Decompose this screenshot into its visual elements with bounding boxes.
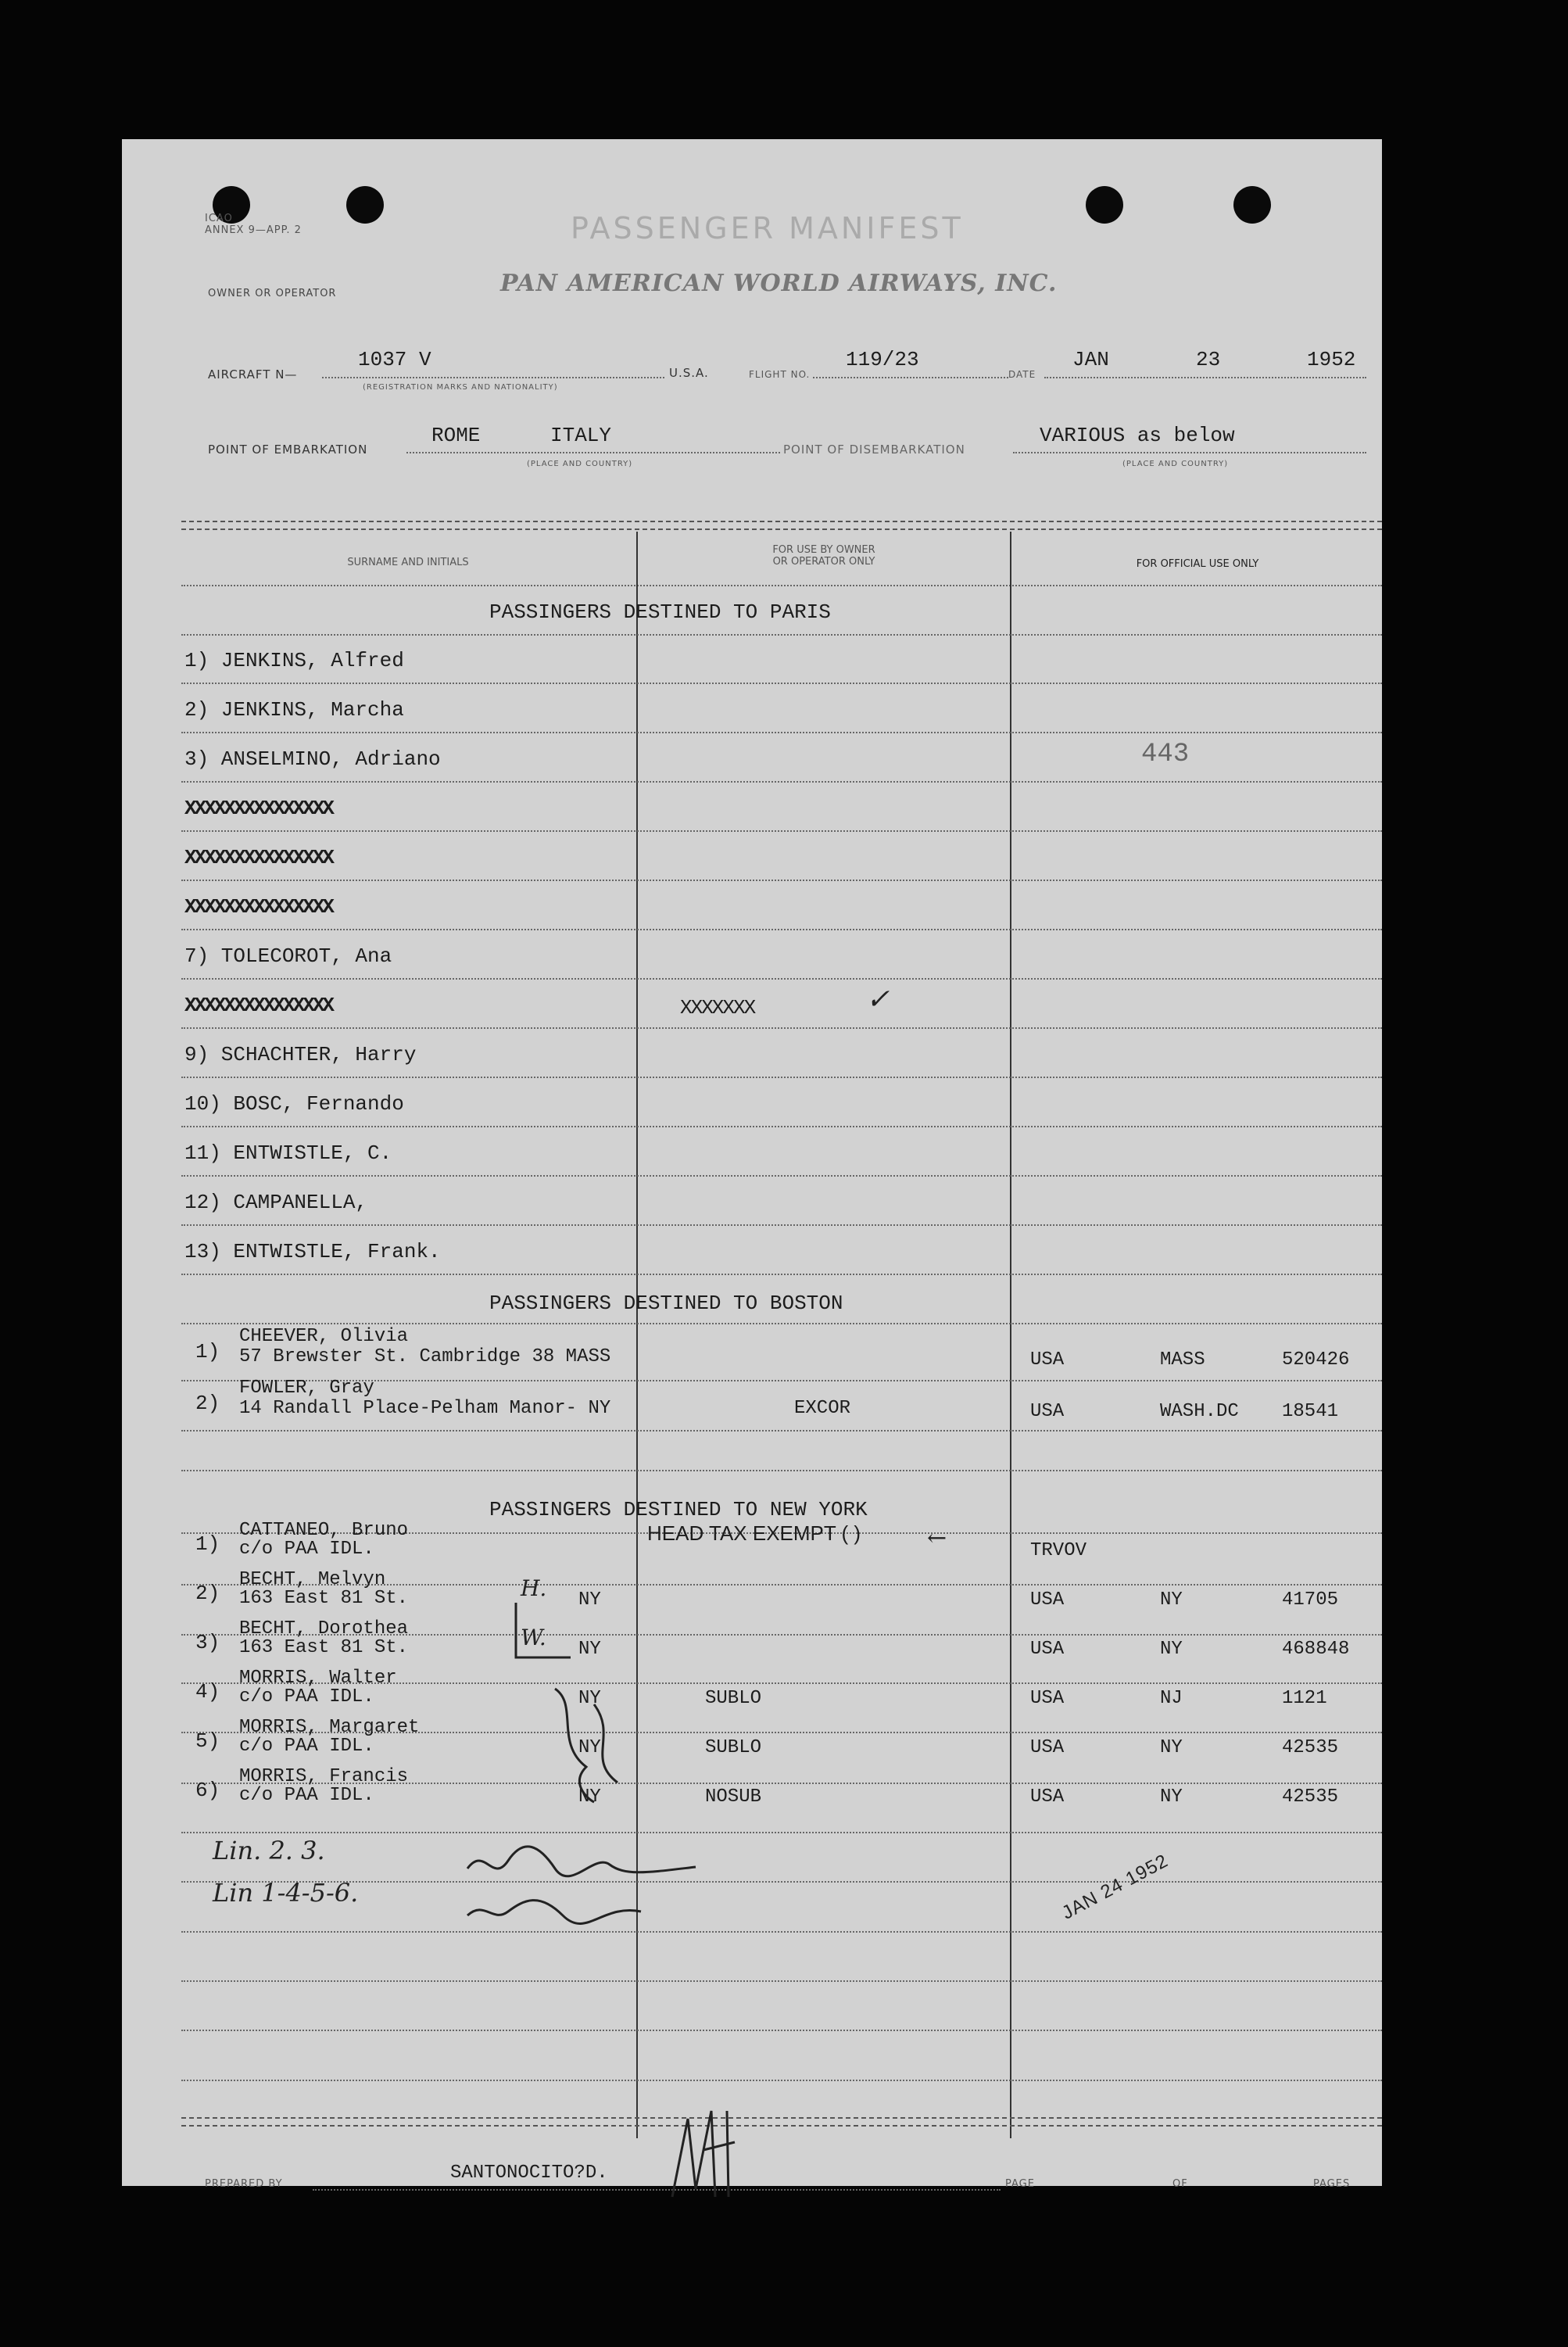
passenger-address: c/o PAA IDL. [239, 1736, 374, 1757]
passenger-number: 6) [195, 1779, 220, 1802]
nationality: USA [1030, 1737, 1065, 1758]
handwritten-mark: W. [521, 1625, 546, 1650]
col-header-owner-use: FOR USE BY OWNER OR OPERATOR ONLY [772, 544, 875, 568]
date-day: 23 [1196, 348, 1221, 371]
state: NY [1160, 1786, 1183, 1808]
state: NJ [1160, 1688, 1183, 1709]
document-number: 468848 [1282, 1639, 1350, 1660]
passenger-number: 2) [195, 1582, 220, 1605]
passenger-number: 1) [195, 1532, 220, 1556]
passenger-name: MORRIS, Walter [239, 1668, 397, 1689]
nationality: USA [1030, 1589, 1065, 1611]
owner-note: NOSUB [705, 1786, 762, 1808]
date-label: DATE [1008, 369, 1036, 380]
passenger-address: 57 Brewster St. Cambridge 38 MASS [239, 1346, 611, 1367]
table-bottom-rule [181, 2117, 1382, 2127]
table-top-rule [181, 521, 1382, 530]
prepared-label: PREPARED BY [205, 2178, 283, 2190]
state: NY [1160, 1737, 1183, 1758]
punch-hole [1086, 186, 1123, 224]
ruled-line [181, 683, 1382, 684]
handwritten-signature [461, 1837, 727, 1931]
ruled-line [181, 1224, 1382, 1226]
passenger-address: c/o PAA IDL. [239, 1539, 374, 1560]
passenger-address: 163 East 81 St. [239, 1588, 409, 1609]
ruled-line [181, 1126, 1382, 1127]
passenger-name: XXXXXXXXXXXXXXX [184, 895, 333, 919]
check-mark: ✓ [866, 984, 890, 1016]
document-number: 42535 [1282, 1737, 1339, 1758]
aircraft-label: AIRCRAFT N— [208, 367, 298, 382]
ruled-line [181, 880, 1382, 881]
passenger-name: BECHT, Melvyn [239, 1569, 386, 1590]
passenger-name: 7) TOLECOROT, Ana [184, 944, 392, 968]
state: NY [1160, 1639, 1183, 1660]
passenger-name: 13) ENTWISTLE, Frank. [184, 1240, 441, 1263]
owner-state: NY [578, 1737, 601, 1758]
document-number: 41705 [1282, 1589, 1339, 1611]
nationality: USA [1030, 1349, 1065, 1371]
owner-note: EXCOR [794, 1398, 851, 1419]
ruled-line [181, 1430, 1382, 1431]
ruled-line [181, 1323, 1382, 1324]
owner-note: SUBLO [705, 1688, 762, 1709]
embarkation-line [406, 452, 780, 453]
passenger-name: MORRIS, Margaret [239, 1717, 420, 1738]
ruled-line [181, 929, 1382, 930]
pages-label: PAGES [1313, 2178, 1351, 2190]
prepared-value: SANTONOCITO?D. [450, 2162, 608, 2184]
column-divider [1010, 532, 1011, 2138]
nationality: USA [1030, 1401, 1065, 1422]
col-header-official: FOR OFFICIAL USE ONLY [1136, 558, 1259, 570]
date-month: JAN [1072, 348, 1109, 371]
date-line [1044, 377, 1366, 378]
document-number: 18541 [1282, 1401, 1339, 1422]
passenger-name: CATTANEO, Bruno [239, 1520, 409, 1541]
nationality: USA [1030, 1639, 1065, 1660]
owner-note: SUBLO [705, 1737, 762, 1758]
place-caption: (PLACE AND COUNTRY) [1122, 460, 1229, 468]
flight-line [813, 377, 1008, 378]
owner-state: NY [578, 1786, 601, 1808]
passenger-number: 4) [195, 1680, 220, 1704]
passenger-name: MORRIS, Francis [239, 1766, 409, 1787]
ruled-line [181, 1175, 1382, 1177]
passenger-address: c/o PAA IDL. [239, 1686, 374, 1707]
of-label: OF [1172, 2178, 1188, 2190]
passenger-name: 2) JENKINS, Marcha [184, 698, 404, 722]
ruled-line [181, 1832, 1382, 1833]
punch-hole [1233, 186, 1271, 224]
aircraft-value: 1037 V [358, 348, 431, 371]
ruled-line [181, 1077, 1382, 1078]
ruled-line [181, 634, 1382, 636]
passenger-number: 1) [195, 1340, 220, 1363]
state: NY [1160, 1589, 1183, 1611]
handwritten-mark: H. [521, 1575, 547, 1601]
passenger-name: CHEEVER, Olivia [239, 1326, 409, 1347]
ruled-line [181, 1274, 1382, 1275]
disembarkation-label: POINT OF DISEMBARKATION [783, 443, 965, 457]
ruled-line [181, 1881, 1382, 1883]
ruled-line [181, 830, 1382, 832]
document-number: 1121 [1282, 1688, 1327, 1709]
ruled-line [181, 2080, 1382, 2081]
embarkation-label: POINT OF EMBARKATION [208, 443, 368, 457]
document-number: 520426 [1282, 1349, 1350, 1371]
passenger-name: 11) ENTWISTLE, C. [184, 1141, 392, 1165]
ruled-line [181, 2030, 1382, 2031]
company-name: PAN AMERICAN WORLD AIRWAYS, INC. [500, 270, 1058, 297]
head-tax-note: HEAD TAX EXEMPT ( ) [647, 1521, 861, 1545]
nationality: USA [1030, 1786, 1065, 1808]
passenger-address: c/o PAA IDL. [239, 1785, 374, 1806]
section-boston: PASSINGERS DESTINED TO BOSTON [489, 1292, 843, 1315]
official-number: 443 [1141, 740, 1190, 769]
aircraft-line [322, 377, 664, 378]
flight-value: 119/23 [846, 348, 919, 371]
ruled-line [181, 1980, 1382, 1982]
handwritten-note-1: Lin. 2. 3. [213, 1836, 325, 1865]
ruled-line [181, 1027, 1382, 1029]
disembarkation-line [1013, 452, 1366, 453]
section-new-york: PASSINGERS DESTINED TO NEW YORK [489, 1498, 868, 1521]
passenger-name: BECHT, Dorothea [239, 1618, 409, 1639]
form-title: PASSENGER MANIFEST [571, 211, 964, 245]
passenger-number: 3) [195, 1631, 220, 1654]
owner-state: NY [578, 1688, 601, 1709]
col-header-surname: SURNAME AND INITIALS [347, 557, 469, 568]
ruled-line [181, 1931, 1382, 1933]
ruled-line [181, 732, 1382, 733]
form-reference: ICAO ANNEX 9—APP. 2 [205, 213, 302, 236]
state: MASS [1160, 1349, 1205, 1371]
disembarkation-value: VARIOUS as below [1040, 424, 1235, 447]
passenger-number: 2) [195, 1392, 220, 1415]
date-year: 1952 [1307, 348, 1356, 371]
flight-label: FLIGHT NO. [749, 369, 811, 380]
embarkation-country: ITALY [550, 424, 612, 447]
embarkation-city: ROME [431, 424, 481, 447]
handwritten-bracket-marks [500, 1587, 680, 1806]
ruled-line [181, 978, 1382, 980]
page-label: PAGE [1005, 2178, 1035, 2190]
passenger-name: XXXXXXXXXXXXXXX [184, 994, 333, 1017]
passenger-name: FOWLER, Gray [239, 1378, 374, 1399]
state: WASH.DC [1160, 1401, 1239, 1422]
handwritten-initials [657, 2095, 750, 2205]
ruled-line [181, 781, 1382, 783]
owner-note-struck: XXXXXXX [680, 996, 755, 1019]
header-rule [181, 585, 1382, 586]
punch-hole [346, 186, 384, 224]
passenger-name: 1) JENKINS, Alfred [184, 649, 404, 672]
nationality: TRVOV [1030, 1540, 1087, 1561]
passenger-name: 9) SCHACHTER, Harry [184, 1043, 417, 1066]
usa-label: U.S.A. [669, 366, 709, 380]
date-stamp: JAN 24 1952 [1058, 1850, 1172, 1924]
place-caption: (PLACE AND COUNTRY) [527, 460, 633, 468]
section-paris: PASSINGERS DESTINED TO PARIS [489, 600, 831, 624]
owner-state: NY [578, 1589, 601, 1611]
document-number: 42535 [1282, 1786, 1339, 1808]
registration-caption: (REGISTRATION MARKS AND NATIONALITY) [363, 383, 558, 392]
passenger-name: 12) CAMPANELLA, [184, 1191, 368, 1214]
passenger-address: 163 East 81 St. [239, 1637, 409, 1658]
nationality: USA [1030, 1688, 1065, 1709]
passenger-name: XXXXXXXXXXXXXXX [184, 797, 333, 820]
passenger-name: XXXXXXXXXXXXXXX [184, 846, 333, 869]
passenger-number: 5) [195, 1729, 220, 1753]
ruled-line [181, 1470, 1382, 1471]
passenger-name: 3) ANSELMINO, Adriano [184, 747, 441, 771]
passenger-name: 10) BOSC, Fernando [184, 1092, 404, 1116]
passenger-address: 14 Randall Place-Pelham Manor- NY [239, 1398, 611, 1419]
owner-label: OWNER OR OPERATOR [208, 288, 337, 299]
arrow-mark: ← [927, 1525, 947, 1552]
handwritten-note-2: Lin 1-4-5-6. [213, 1878, 359, 1908]
owner-state: NY [578, 1639, 601, 1660]
